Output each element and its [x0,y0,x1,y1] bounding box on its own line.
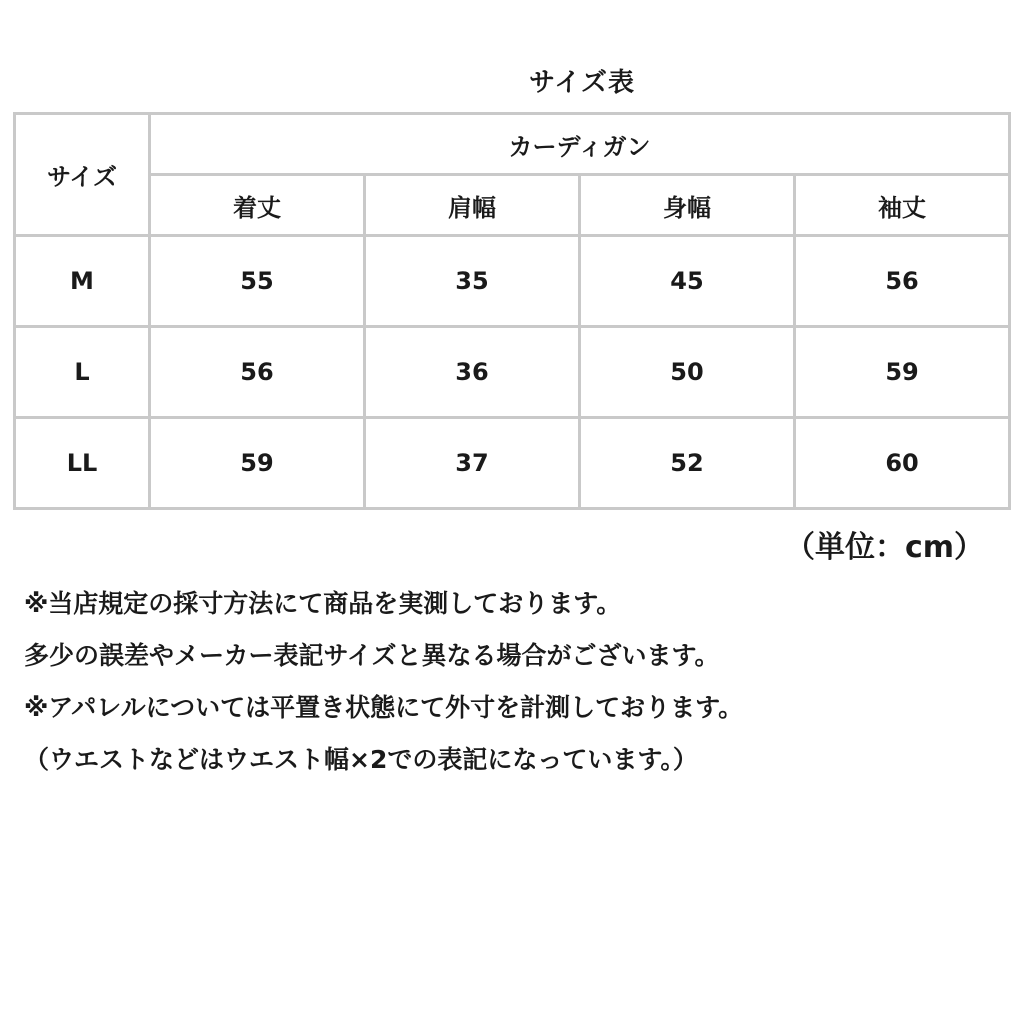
table-cell: 56 [795,236,1010,327]
size-chart-title: サイズ表 [529,68,635,98]
note-line: ※アパレルについては平置き状態にて外寸を計測しております。 [24,693,744,722]
product-group-header: カーディガン [150,114,1010,175]
note-line: （ウエストなどはウエスト幅×2での表記になっています。） [24,745,698,774]
table-cell: 59 [150,418,365,509]
measurement-notes [24,578,1014,786]
column-header-shoulder: 肩幅 [365,175,580,236]
table-cell: 35 [365,236,580,327]
size-table [13,112,1011,510]
table-row [15,327,1010,418]
column-header-sleeve: 袖丈 [795,175,1010,236]
size-label: LL [15,418,150,509]
measurement-header-row [15,175,1010,236]
table-cell: 60 [795,418,1010,509]
unit-label: （単位：cm） [784,530,984,565]
note-line: ※当店規定の採寸方法にて商品を実測しております。 [24,589,622,618]
table-row [15,418,1010,509]
table-cell: 55 [150,236,365,327]
table-row [15,236,1010,327]
table-cell: 36 [365,327,580,418]
table-cell: 50 [580,327,795,418]
size-column-header: サイズ [15,114,150,236]
size-label: M [15,236,150,327]
table-cell: 56 [150,327,365,418]
table-cell: 59 [795,327,1010,418]
table-header-row [15,114,1010,175]
table-cell: 45 [580,236,795,327]
table-cell: 52 [580,418,795,509]
column-header-body-width: 身幅 [580,175,795,236]
column-header-length: 着丈 [150,175,365,236]
note-line: 多少の誤差やメーカー表記サイズと異なる場合がございます。 [24,641,720,670]
table-cell: 37 [365,418,580,509]
size-label: L [15,327,150,418]
